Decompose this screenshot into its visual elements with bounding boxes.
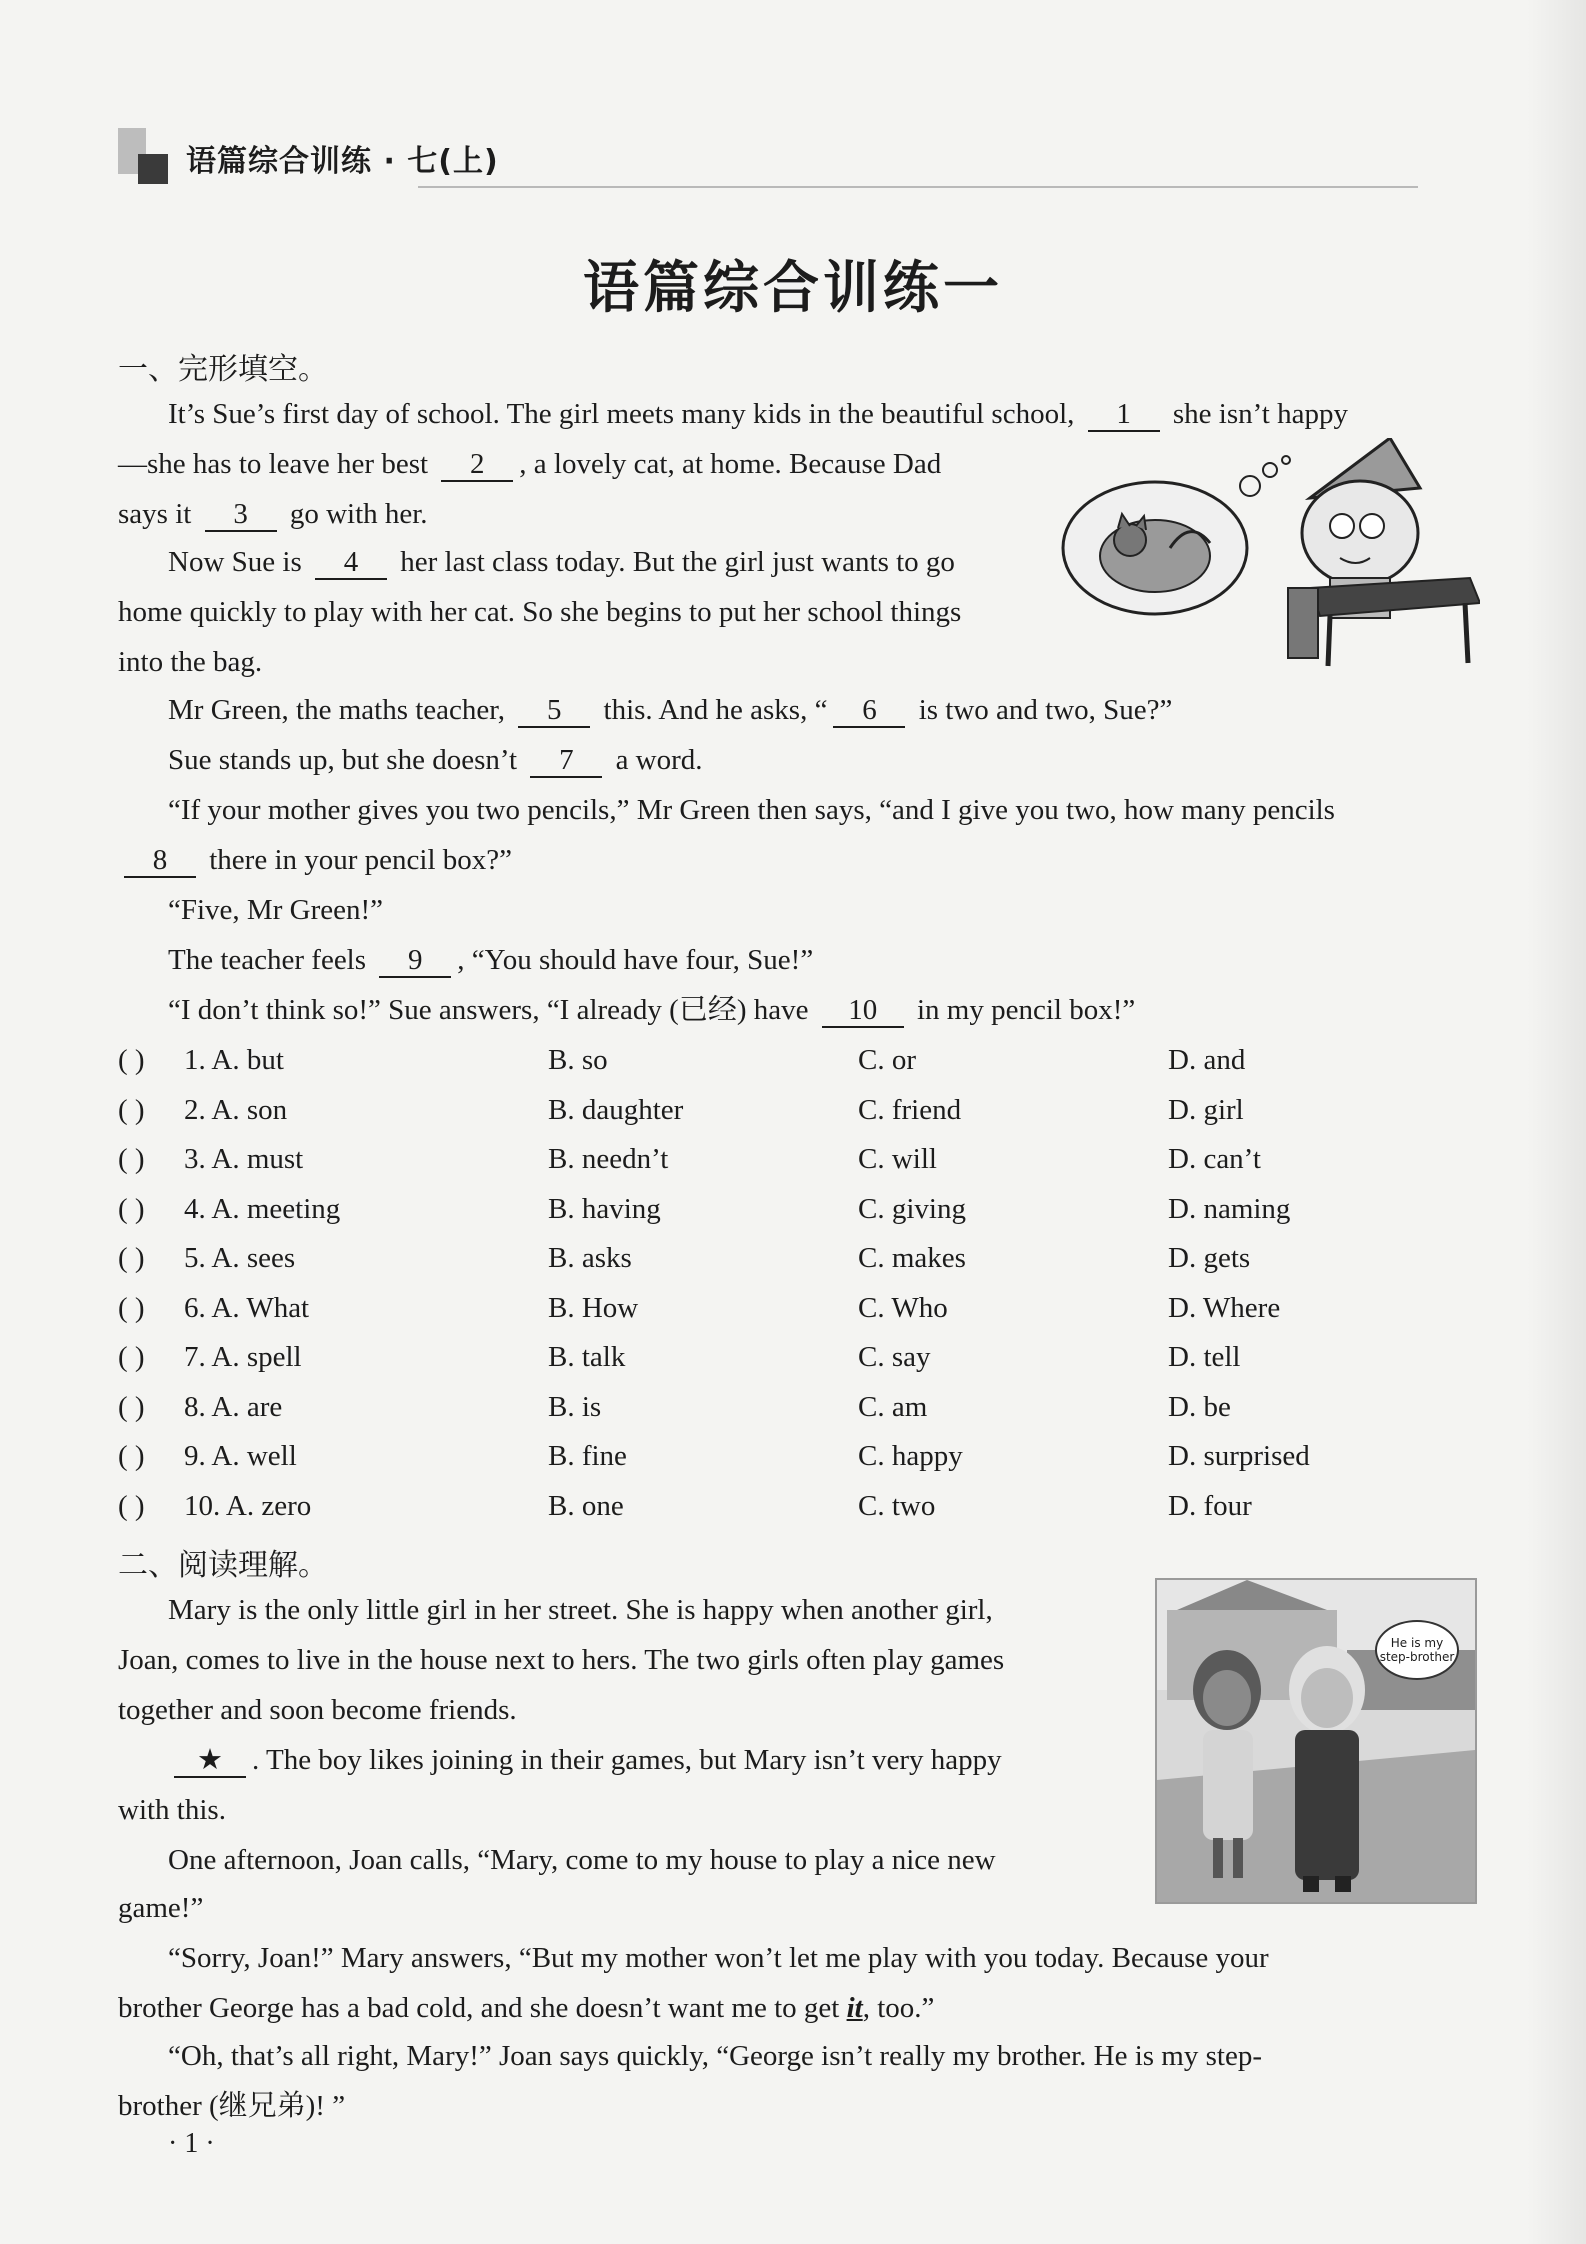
passage-line bbox=[118, 1690, 517, 1730]
blank-3: 3 bbox=[205, 498, 277, 532]
passage-line bbox=[118, 2086, 345, 2126]
text-run: in my pencil box!” bbox=[909, 994, 1136, 1026]
option-d: D. be bbox=[1168, 1390, 1231, 1423]
option-d: D. four bbox=[1168, 1489, 1252, 1522]
text-run: , a lovely cat, at home. Because Dad bbox=[519, 448, 942, 480]
passage-line bbox=[118, 494, 428, 534]
answer-parentheses: ( ) bbox=[118, 1093, 145, 1126]
text-run: with this. bbox=[118, 1794, 226, 1826]
option-c: C. two bbox=[858, 1489, 936, 1522]
text-run: home quickly to play with her cat. So she begins to put her school things bbox=[118, 596, 962, 628]
passage-line bbox=[118, 1988, 934, 2028]
passage-line bbox=[118, 1790, 226, 1830]
passage-line bbox=[168, 1740, 1002, 1780]
passage-line bbox=[168, 1590, 993, 1630]
blank-2: 2 bbox=[441, 448, 513, 482]
text-run: together and soon become friends. bbox=[118, 1694, 517, 1726]
option-a: 5. A. sees bbox=[184, 1242, 296, 1274]
blank-8: 8 bbox=[124, 844, 196, 878]
passage-line bbox=[118, 1888, 203, 1928]
blank-★: ★ bbox=[174, 1744, 246, 1778]
text-run: brother George has a bad cold, and she doesn’t want me to get bbox=[118, 1992, 847, 2024]
text-run: “Oh, that’s all right, Mary!” Joan says quickly, “George isn’t really my brother. He is my step- bbox=[168, 2040, 1262, 2072]
speech-bubble: He is my step-brother bbox=[1375, 1620, 1459, 1680]
option-c: C. Who bbox=[858, 1291, 948, 1324]
text-run: game!” bbox=[118, 1892, 204, 1924]
text-run: there in your pencil box?” bbox=[202, 844, 513, 876]
passage-line bbox=[168, 890, 383, 930]
option-d: D. tell bbox=[1168, 1341, 1241, 1373]
text-run: It’s Sue’s first day of school. The girl meets many kids in the beautiful school, bbox=[168, 398, 1082, 430]
option-c: C. giving bbox=[858, 1192, 966, 1225]
option-d: D. Where bbox=[1168, 1291, 1281, 1324]
passage-line bbox=[168, 542, 955, 582]
photo-girls-talking bbox=[1155, 1578, 1477, 1904]
option-b: B. talk bbox=[548, 1341, 626, 1373]
page-title: 语篇综合训练一 bbox=[583, 255, 1003, 321]
answer-parentheses: ( ) bbox=[118, 1242, 145, 1274]
passage-line bbox=[118, 444, 941, 484]
passage-line bbox=[168, 2036, 1262, 2076]
blank-5: 5 bbox=[518, 694, 590, 728]
emphasis-it: it bbox=[846, 1992, 863, 2024]
blank-4: 4 bbox=[315, 546, 387, 580]
passage-line bbox=[168, 740, 703, 780]
answer-parentheses: ( ) bbox=[118, 1390, 145, 1423]
text-run: “If your mother gives you two pencils,” Mr Green then says, “and I give you two, how many pencils bbox=[168, 794, 1335, 826]
option-c: C. will bbox=[858, 1143, 937, 1175]
option-a: 1. A. but bbox=[184, 1044, 284, 1076]
passage-line bbox=[168, 940, 813, 980]
running-header bbox=[118, 128, 1418, 188]
option-d: D. girl bbox=[1168, 1093, 1244, 1126]
option-a: 2. A. son bbox=[184, 1093, 288, 1126]
option-d: D. and bbox=[1168, 1044, 1246, 1076]
option-d: D. naming bbox=[1168, 1192, 1291, 1225]
option-b: B. How bbox=[548, 1291, 639, 1324]
text-run: Sue stands up, but she doesn’t bbox=[168, 744, 525, 776]
text-run: says it bbox=[118, 498, 199, 530]
passage-line bbox=[118, 592, 961, 632]
section2-heading: 二、阅读理解。 bbox=[118, 1548, 328, 1583]
passage-line bbox=[168, 394, 1348, 434]
blank-9: 9 bbox=[379, 944, 451, 978]
passage-line bbox=[118, 840, 512, 880]
option-a: 6. A. What bbox=[184, 1291, 310, 1324]
text-run: Mary is the only little girl in her street. She is happy when another girl, bbox=[168, 1594, 993, 1626]
text-run: “I don’t think so!” Sue answers, “I already (已经) have bbox=[168, 994, 816, 1026]
passage-line bbox=[168, 1840, 996, 1880]
text-run: One afternoon, Joan calls, “Mary, come to my house to play a nice new bbox=[168, 1844, 996, 1876]
text-run: this. And he asks, “ bbox=[596, 694, 828, 726]
answer-parentheses: ( ) bbox=[118, 1192, 145, 1225]
option-a: 3. A. must bbox=[184, 1143, 304, 1175]
option-d: D. can’t bbox=[1168, 1143, 1261, 1175]
option-b: B. so bbox=[548, 1044, 608, 1076]
passage-line bbox=[168, 1938, 1269, 1978]
passage-line bbox=[168, 790, 1335, 830]
option-c: C. happy bbox=[858, 1440, 963, 1472]
option-b: B. having bbox=[548, 1192, 661, 1225]
option-c: C. say bbox=[858, 1341, 931, 1373]
option-a: 8. A. are bbox=[184, 1390, 283, 1423]
option-b: B. is bbox=[548, 1390, 602, 1423]
answer-parentheses: ( ) bbox=[118, 1440, 145, 1472]
option-b: B. one bbox=[548, 1489, 624, 1522]
option-b: B. fine bbox=[548, 1440, 627, 1472]
blank-10: 10 bbox=[822, 994, 904, 1028]
option-c: C. am bbox=[858, 1390, 928, 1423]
text-run: The teacher feels bbox=[168, 944, 374, 976]
blank-1: 1 bbox=[1088, 398, 1160, 432]
text-run: “Five, Mr Green!” bbox=[168, 894, 383, 926]
text-run: a word. bbox=[608, 744, 703, 776]
text-run: . The boy likes joining in their games, but Mary isn’t very happy bbox=[252, 1744, 1002, 1776]
passage-line bbox=[118, 1640, 1004, 1680]
running-title: 语篇综合训练 · 七(上) bbox=[186, 144, 499, 179]
option-c: C. friend bbox=[858, 1093, 962, 1126]
text-run: , too.” bbox=[862, 1992, 935, 2024]
text-run: go with her. bbox=[282, 498, 428, 530]
text-run: brother (继兄弟)! ” bbox=[118, 2090, 346, 2122]
option-a: 7. A. spell bbox=[184, 1341, 302, 1373]
option-a: 4. A. meeting bbox=[184, 1192, 341, 1225]
passage-line bbox=[118, 642, 262, 682]
option-c: C. makes bbox=[858, 1242, 966, 1274]
answer-parentheses: ( ) bbox=[118, 1291, 145, 1324]
answer-parentheses: ( ) bbox=[118, 1143, 145, 1175]
text-run: her last class today. But the girl just wants to go bbox=[392, 546, 955, 578]
text-run: Now Sue is bbox=[168, 546, 309, 578]
header-decor-block-dark bbox=[138, 154, 168, 184]
answer-parentheses: ( ) bbox=[118, 1044, 145, 1076]
option-c: C. or bbox=[858, 1044, 916, 1076]
text-run: Mr Green, the maths teacher, bbox=[168, 694, 513, 726]
option-b: B. needn’t bbox=[548, 1143, 669, 1175]
page-number: · 1 · bbox=[168, 2128, 215, 2159]
blank-6: 6 bbox=[833, 694, 905, 728]
option-b: B. daughter bbox=[548, 1093, 684, 1126]
cartoon-girl-dreaming-of-cat bbox=[1060, 438, 1480, 668]
text-run: , “You should have four, Sue!” bbox=[457, 944, 814, 976]
text-run: “Sorry, Joan!” Mary answers, “But my mother won’t let me play with you today. Because your bbox=[168, 1942, 1269, 1974]
passage-line bbox=[168, 690, 1172, 730]
answer-parentheses: ( ) bbox=[118, 1489, 145, 1522]
blank-7: 7 bbox=[530, 744, 602, 778]
section1-heading: 一、完形填空。 bbox=[118, 352, 328, 387]
text-run: —she has to leave her best bbox=[118, 448, 436, 480]
option-d: D. gets bbox=[1168, 1242, 1251, 1274]
text-run: Joan, comes to live in the house next to hers. The two girls often play games bbox=[118, 1644, 1005, 1676]
option-a: 9. A. well bbox=[184, 1440, 297, 1472]
text-run: into the bag. bbox=[118, 646, 263, 678]
text-run: is two and two, Sue?” bbox=[911, 694, 1173, 726]
option-b: B. asks bbox=[548, 1242, 632, 1274]
answer-parentheses: ( ) bbox=[118, 1341, 145, 1373]
header-rule bbox=[418, 186, 1418, 188]
text-run: she isn’t happy bbox=[1165, 398, 1348, 430]
passage-line bbox=[168, 990, 1135, 1030]
option-d: D. surprised bbox=[1168, 1440, 1310, 1472]
option-a: 10. A. zero bbox=[184, 1489, 312, 1522]
